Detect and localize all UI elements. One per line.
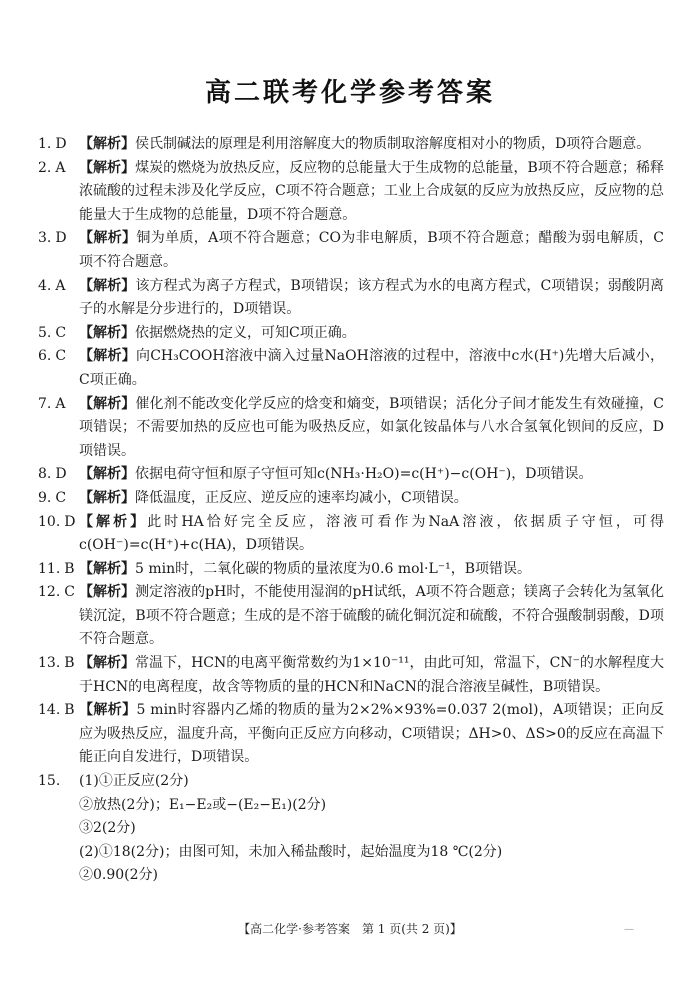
answer-item <box>38 581 664 652</box>
analysis-text: 催化剂不能改变化学反应的焓变和熵变，B项错误；活化分子间才能发生有效碰撞，C项错误；不需要加热的反应也可能为吸热反应，如氯化铵晶体与八水合氢氧化钡间的反应，D项错误。 <box>79 395 664 459</box>
question-number: 12. <box>38 584 61 601</box>
question-number: 15. <box>38 773 61 790</box>
analysis-text: 5 min时，二氧化碳的物质的量浓度为0.6 mol·L⁻¹，B项错误。 <box>135 560 532 577</box>
question-number: 7. <box>38 395 52 412</box>
analysis-tag: 【解析】 <box>79 395 136 412</box>
analysis-text: 降低温度，正反应、逆反应的速率均减小，C项错误。 <box>135 489 468 506</box>
analysis-text: 测定溶液的pH时，不能使用湿润的pH试纸，A项不符合题意；镁离子会转化为氢氧化镁沉淀，B项不符合题意；生成的是不溶于硫酸的硫化铜沉淀和硫酸，不符合强酸制弱酸，D项不符合题意。 <box>79 584 665 648</box>
answer-letter: D <box>55 466 67 483</box>
answer-letter: C <box>55 348 67 365</box>
question-number: 3. <box>38 230 52 247</box>
analysis-tag: 【解析】 <box>79 466 135 483</box>
page-footer: 【高二化学·参考答案 第 1 页(共 2 页)】 <box>238 922 462 936</box>
question-number: 4. <box>38 277 52 294</box>
answer-letter: C <box>55 324 67 341</box>
answer-letter: D <box>55 230 67 247</box>
question-number: 6. <box>38 348 52 365</box>
analysis-tag: 【解析】 <box>79 230 137 247</box>
analysis-tag: 【解析】 <box>79 655 136 672</box>
q15-line: (2)①18(2分)；由图可知，未加入稀盐酸时，起始温度为18 ℃(2分) <box>79 843 503 860</box>
question-15 <box>38 770 664 794</box>
analysis-tag: 【解析】 <box>79 702 137 719</box>
question-number: 9. <box>38 489 52 506</box>
answer-item <box>38 345 664 392</box>
answer-letter: B <box>64 560 75 577</box>
analysis-tag: 【解析】 <box>79 584 136 601</box>
page-title: 高二联考化学参考答案 <box>204 78 495 108</box>
analysis-text: 依据电荷守恒和原子守恒可知c(NH₃·H₂O)=c(H⁺)−c(OH⁻)，D项错误。 <box>135 466 593 483</box>
answer-list <box>38 133 664 888</box>
analysis-tag: 【解析】 <box>79 513 148 530</box>
corner-mark: — <box>624 924 634 935</box>
analysis-text: 5 min时容器内乙烯的物质的量为2×2%×93%=0.037 2(mol)，A项错误；正向反应为吸热反应，温度升高，平衡向正反应方向移动，C项错误；ΔH>0、ΔS>0的反应在高温下能正向自发进行，D项错误。 <box>79 702 664 766</box>
answer-letter: C <box>55 489 67 506</box>
question-number: 10. <box>38 513 61 530</box>
question-number: 11. <box>38 560 61 577</box>
question-number: 1. <box>38 136 52 152</box>
answer-letter: A <box>55 277 66 294</box>
answer-item <box>38 393 664 464</box>
q15-line: ②放热(2分)；E₁−E₂或−(E₂−E₁)(2分) <box>79 796 327 813</box>
analysis-text: 常温下，HCN的电离平衡常数约为1×10⁻¹¹，由此可知，常温下，CN⁻的水解程度大于HCN的电离程度，故含等物质的量的HCN和NaCN的混合溶液呈碱性，B项错误。 <box>79 655 664 695</box>
answer-item <box>38 322 664 346</box>
analysis-tag: 【解析】 <box>79 277 136 294</box>
answer-item <box>38 652 664 699</box>
analysis-text: 向CH₃COOH溶液中滴入过量NaOH溶液的过程中，溶液中c水(H⁺)先增大后减小，C项正确。 <box>79 348 664 388</box>
answer-letter: D <box>64 513 76 530</box>
answer-item <box>38 157 664 228</box>
answer-item <box>38 227 664 274</box>
answer-item <box>38 699 664 770</box>
answer-letter: D <box>55 136 67 152</box>
answer-item <box>38 133 664 157</box>
question-number: 14. <box>38 702 61 719</box>
question-number: 8. <box>38 466 52 483</box>
analysis-tag: 【解析】 <box>79 324 135 341</box>
analysis-text: 该方程式为离子方程式，B项错误；该方程式为水的电离方程式，C项错误；弱酸阴离子的水解是分步进行的，D项错误。 <box>79 277 664 318</box>
analysis-tag: 【解析】 <box>79 136 135 152</box>
analysis-text: 铜为单质，A项不符合题意；CO为非电解质，B项不符合题意；醋酸为弱电解质，C项不符合题意。 <box>79 230 664 270</box>
q15-line: (1)①正反应(2分) <box>79 773 189 790</box>
answer-letter: B <box>64 655 75 672</box>
answer-item <box>38 463 664 487</box>
analysis-tag: 【解析】 <box>79 348 136 365</box>
question-number: 13. <box>38 655 61 672</box>
analysis-text: 煤炭的燃烧为放热反应，反应物的总能量大于生成物的总能量，B项不符合题意；稀释浓硫酸的过程未涉及化学反应，C项不符合题意；工业上合成氨的反应为放热反应，反应物的总能量大于生成物的总能量，D项不符合题意。 <box>79 159 664 223</box>
question-number: 5. <box>38 324 52 341</box>
answer-item <box>38 275 664 322</box>
q15-line: ③2(2分) <box>79 820 136 837</box>
question-number: 2. <box>38 159 52 176</box>
analysis-text: 此时HA恰好完全反应，溶液可看作为NaA溶液，依据质子守恒，可得c(OH⁻)=c(H⁺)+c(HA)，D项错误。 <box>79 513 664 554</box>
answer-item <box>38 487 664 511</box>
analysis-text: 侯氏制碱法的原理是利用溶解度大的物质制取溶解度相对小的物质，D项符合题意。 <box>135 136 651 152</box>
analysis-tag: 【解析】 <box>79 489 135 506</box>
answer-letter: B <box>64 702 75 719</box>
answer-letter: C <box>64 584 75 601</box>
answer-letter: A <box>55 395 66 412</box>
analysis-text: 依据燃烧热的定义，可知C项正确。 <box>135 324 356 341</box>
answer-item <box>38 511 664 558</box>
analysis-tag: 【解析】 <box>79 159 136 176</box>
q15-line: ②0.90(2分) <box>79 867 159 884</box>
answer-letter: A <box>55 159 66 176</box>
analysis-tag: 【解析】 <box>79 560 135 577</box>
answer-item <box>38 558 664 582</box>
